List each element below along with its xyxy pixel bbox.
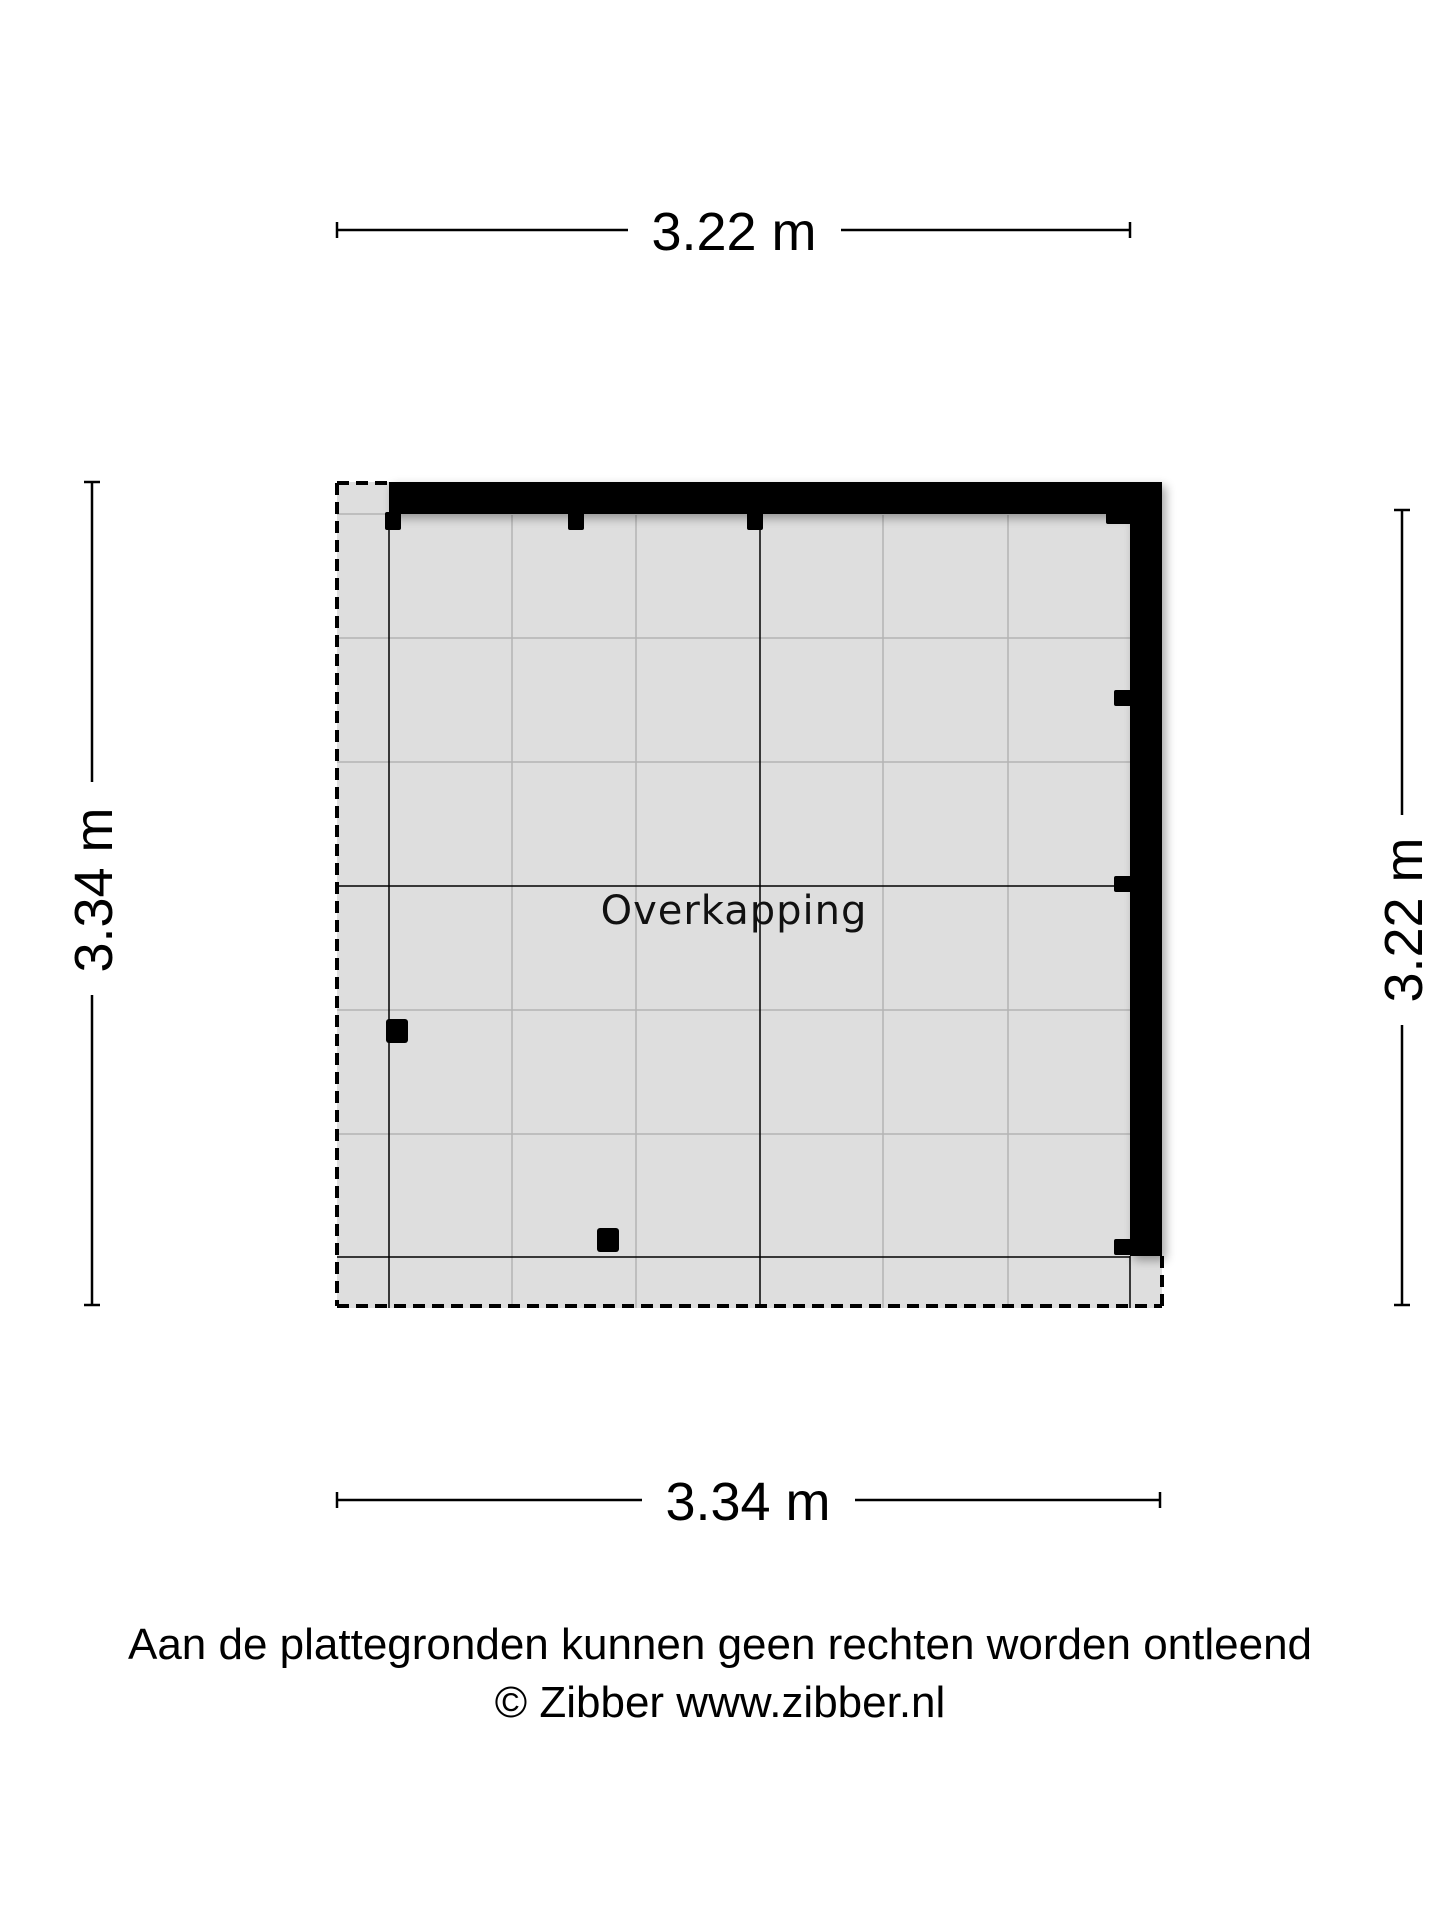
post — [568, 512, 584, 530]
dimension-left-label: 3.34 m — [64, 807, 124, 973]
dimension-bottom-label: 3.34 m — [665, 1472, 831, 1532]
dimension-right-label: 3.22 m — [1374, 837, 1434, 1003]
column — [597, 1228, 619, 1252]
room-label: Overkapping — [600, 888, 868, 934]
post — [1114, 876, 1132, 892]
post — [1106, 506, 1132, 524]
post — [385, 512, 401, 530]
dimension-top-label: 3.22 m — [651, 202, 817, 262]
column — [386, 1019, 408, 1043]
post — [1114, 690, 1132, 706]
disclaimer-text: Aan de plattegronden kunnen geen rechten worden ontleend — [127, 1620, 1313, 1669]
post — [1114, 1239, 1132, 1255]
post — [747, 512, 763, 530]
copyright-text: © Zibber www.zibber.nl — [494, 1678, 946, 1727]
